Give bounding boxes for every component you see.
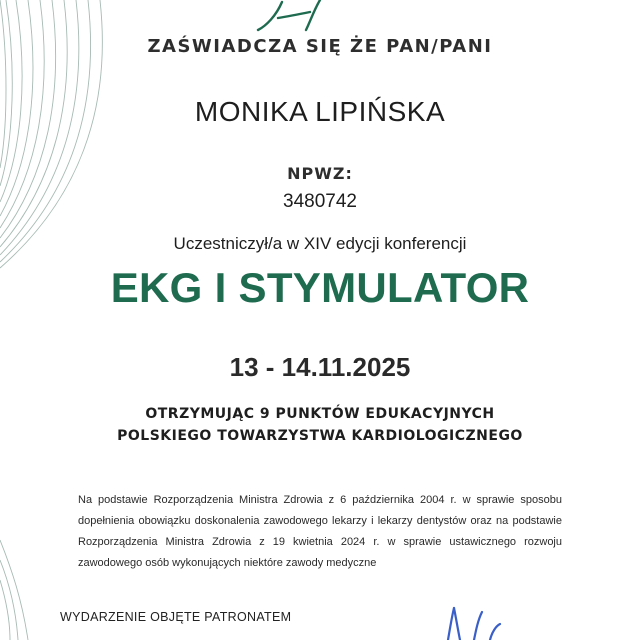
script-monogram-icon xyxy=(248,0,338,34)
participation-text: Uczestniczył/a w XIV edycji konferencji xyxy=(173,234,467,253)
conference-dates: 13 - 14.11.2025 xyxy=(229,352,411,382)
handwritten-signature-icon xyxy=(440,600,550,640)
certificate-heading: ZAŚWIADCZA SIĘ ŻE PAN/PANI xyxy=(147,36,493,57)
legal-basis-text: Na podstawie Rozporządzenia Ministra Zdrowia z 6 października 2004 r. w sprawie sposobu dopełnienia obowiązku doskonalenia zawodowego lekarzy i lekarzy dentystów oraz na podstawie Rozporządzenia Ministra Zdrowia z 19 kwietnia 2024 r. w sprawie ustawicznego rozwoju zawodowego osób wykonujących niektóre zawody medyczne xyxy=(78,494,562,569)
points-line-1: OTRZYMUJĄC 9 PUNKTÓW EDUKACYJNYCH xyxy=(145,406,495,422)
conference-title: EKG I STYMULATOR xyxy=(110,264,530,311)
npwz-value: 3480742 xyxy=(283,191,357,212)
recipient-name: MONIKA LIPIŃSKA xyxy=(194,96,446,127)
patronage-label: WYDARZENIE OBJĘTE PATRONATEM xyxy=(60,610,292,624)
npwz-label: NPWZ: xyxy=(287,164,353,183)
points-line-2: POLSKIEGO TOWARZYSTWA KARDIOLOGICZNEGO xyxy=(117,428,523,444)
